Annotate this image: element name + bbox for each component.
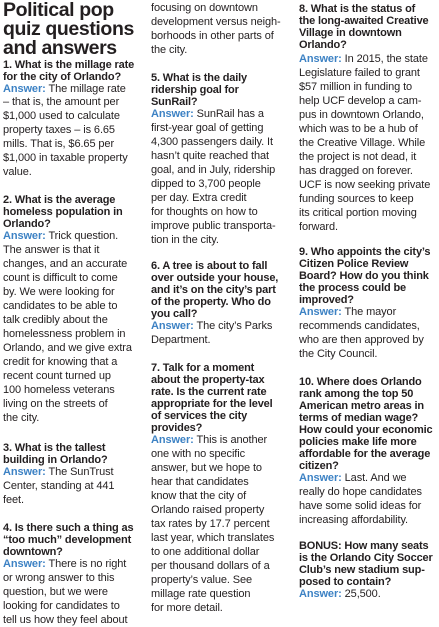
question-line: for the city of Orlando? bbox=[3, 71, 122, 83]
headline-line: Political pop bbox=[3, 0, 114, 21]
body-text-line: Department. bbox=[151, 334, 211, 346]
question-line: Citizen Police Review bbox=[299, 258, 409, 270]
body-text-line: goal, and in July, ridership bbox=[151, 164, 276, 176]
answer-line bbox=[299, 587, 381, 601]
answer-text: In 2015, the state bbox=[341, 53, 428, 65]
answer-line bbox=[299, 52, 428, 66]
body-text-line: or wrong answer to this bbox=[3, 572, 115, 584]
body-text-line: for thoughts on how to bbox=[151, 206, 258, 218]
body-text-line: question, but we were bbox=[3, 586, 108, 598]
body-text-line: credit for knowing that a bbox=[3, 356, 118, 368]
body-text-line: the city. bbox=[3, 412, 40, 424]
body-text-line: property’s value. See bbox=[151, 574, 253, 586]
body-text-line: Orlando, and we give extra bbox=[3, 342, 132, 354]
question-line: is the Orlando City Soccer bbox=[299, 552, 433, 564]
body-text-line: to one additional dollar bbox=[151, 546, 260, 558]
headline-line: and answers bbox=[3, 37, 117, 59]
answer-label: Answer: bbox=[3, 83, 46, 95]
answer-text: There is no right bbox=[45, 558, 127, 570]
question-line: downtown? bbox=[3, 546, 63, 558]
question-line: 1. What is the millage rate bbox=[3, 59, 135, 71]
question-line: appropriate for the level bbox=[151, 398, 273, 410]
body-text-line: $1,000 used to calculate bbox=[3, 110, 120, 122]
body-text-line: have some solid ideas for bbox=[299, 500, 422, 512]
body-text-line: 4,300 passengers daily. It bbox=[151, 136, 273, 148]
answer-line bbox=[151, 107, 264, 121]
body-text-line: the city. bbox=[151, 44, 188, 56]
body-text-line: The answer is that it bbox=[3, 244, 100, 256]
answer-text: The SunTrust bbox=[45, 466, 114, 478]
headline-line: quiz questions bbox=[3, 18, 134, 40]
body-text-line: has dragged on forever. bbox=[299, 165, 413, 177]
answer-line bbox=[299, 305, 396, 319]
body-text-line: know that the city of bbox=[151, 490, 247, 502]
body-text-line: candidates to be able to bbox=[3, 300, 118, 312]
body-text-line: funding sources to keep bbox=[299, 193, 414, 205]
body-text-line: one with no specific bbox=[151, 448, 245, 460]
body-text-line: $1,000 in taxable property bbox=[3, 152, 128, 164]
body-text-line: tion in the city. bbox=[151, 234, 219, 246]
body-text-line: borhoods in other parts of bbox=[151, 30, 274, 42]
body-text-line: answer, but we hope to bbox=[151, 462, 262, 474]
answer-label: Answer: bbox=[151, 108, 194, 120]
question-line: SunRail? bbox=[151, 96, 198, 108]
answer-label: Answer: bbox=[3, 466, 46, 478]
question-line: of services the city bbox=[151, 410, 248, 422]
question-line: homeless population in bbox=[3, 206, 123, 218]
body-text-line: the Creative Village. While bbox=[299, 137, 426, 149]
question-line: 2. What is the average bbox=[3, 194, 116, 206]
body-text-line: count is difficult to come bbox=[3, 272, 118, 284]
question-line: “too much” development bbox=[3, 534, 132, 546]
answer-text: This is another bbox=[193, 434, 268, 446]
body-text-line: last year, which translates bbox=[151, 532, 275, 544]
body-text-line: per thousand dollars of a bbox=[151, 560, 270, 572]
question-line: the process could be bbox=[299, 282, 407, 294]
answer-label: Answer: bbox=[299, 53, 342, 65]
body-text-line: value. bbox=[3, 166, 32, 178]
answer-line bbox=[299, 471, 406, 485]
question-line: Club’s new stadium sup- bbox=[299, 564, 425, 576]
body-text-line: the project is not dead, it bbox=[299, 151, 417, 163]
body-text-line: mills. That is, $6.65 per bbox=[3, 138, 115, 150]
answer-line bbox=[3, 229, 118, 243]
answer-label: Answer: bbox=[3, 230, 46, 242]
body-text-line: feet. bbox=[3, 494, 24, 506]
body-text-line: development versus neigh- bbox=[151, 16, 281, 28]
question-line: How could your economic bbox=[299, 424, 433, 436]
question-line: posed to contain? bbox=[299, 576, 392, 588]
body-text-line: which was to be a hub of bbox=[299, 123, 418, 135]
question-line: Orlando? bbox=[3, 218, 51, 230]
answer-line bbox=[3, 465, 114, 479]
body-text-line: pus in downtown Orlando, bbox=[299, 109, 424, 121]
answer-line bbox=[151, 319, 272, 333]
body-text-line: 100 homeless veterans bbox=[3, 384, 115, 396]
question-line: 9. Who appoints the city’s bbox=[299, 246, 431, 258]
question-line: American metro areas in bbox=[299, 400, 424, 412]
body-text-line: who are then approved by bbox=[299, 334, 424, 346]
question-line: and it’s on the city’s part bbox=[151, 284, 276, 296]
question-line: ridership goal for bbox=[151, 84, 239, 96]
answer-label: Answer: bbox=[3, 558, 46, 570]
question-line: citizen? bbox=[299, 460, 339, 472]
question-line: about the property-tax bbox=[151, 374, 265, 386]
answer-line bbox=[151, 433, 267, 447]
question-line: Orlando? bbox=[299, 39, 347, 51]
body-text-line: hasn’t quite reached that bbox=[151, 150, 269, 162]
answer-label: Answer: bbox=[151, 434, 194, 446]
body-text-line: Orlando raised property bbox=[151, 504, 265, 516]
body-text-line: tell us how they feel about bbox=[3, 614, 128, 626]
answer-text: 25,500. bbox=[341, 588, 381, 600]
question-line: 5. What is the daily bbox=[151, 72, 248, 84]
body-text-line: changes, and an accurate bbox=[3, 258, 128, 270]
body-text-line: UCF is now seeking private bbox=[299, 179, 431, 191]
body-text-line: forward. bbox=[299, 221, 338, 233]
answer-text: The city’s Parks bbox=[193, 320, 273, 332]
body-text-line: talk credibly about the bbox=[3, 314, 108, 326]
question-line: 7. Talk for a moment bbox=[151, 362, 255, 374]
answer-text: Trick question. bbox=[45, 230, 119, 242]
question-line: of the property. Who do bbox=[151, 296, 271, 308]
body-text-line: living on the streets of bbox=[3, 398, 108, 410]
answer-text: The mayor bbox=[341, 306, 397, 318]
question-line: provides? bbox=[151, 422, 203, 434]
question-line: BONUS: How many seats bbox=[299, 540, 429, 552]
answer-text: The millage rate bbox=[45, 83, 126, 95]
body-text-line: looking for candidates to bbox=[3, 600, 120, 612]
question-line: 8. What is the status of bbox=[299, 3, 416, 15]
body-text-line: help UCF develop a cam- bbox=[299, 95, 422, 107]
answer-label: Answer: bbox=[299, 472, 342, 484]
body-text-line: property taxes – is 6.65 bbox=[3, 124, 115, 136]
question-line: improved? bbox=[299, 294, 354, 306]
answer-line bbox=[3, 82, 126, 96]
answer-text: SunRail has a bbox=[193, 108, 264, 120]
body-text-line: the City Council. bbox=[299, 348, 378, 360]
answer-label: Answer: bbox=[299, 306, 342, 318]
body-text-line: – that is, the amount per bbox=[3, 96, 120, 108]
body-text-line: recommends candidates, bbox=[299, 320, 420, 332]
question-line: over outside your house, bbox=[151, 272, 279, 284]
question-line: Board? How do you think bbox=[299, 270, 429, 282]
question-line: Village in downtown bbox=[299, 27, 402, 39]
question-line: policies make life more bbox=[299, 436, 417, 448]
body-text-line: Center, standing at 441 bbox=[3, 480, 115, 492]
body-text-line: $57 million in funding to bbox=[299, 81, 413, 93]
question-line: 6. A tree is about to fall bbox=[151, 260, 268, 272]
question-line: you call? bbox=[151, 308, 198, 320]
answer-line bbox=[3, 557, 126, 571]
question-line: rate. Is the current rate bbox=[151, 386, 267, 398]
answer-text: Last. And we bbox=[341, 472, 407, 484]
body-text-line: first-year goal of getting bbox=[151, 122, 264, 134]
body-text-line: its critical portion moving bbox=[299, 207, 417, 219]
body-text-line: by. We were looking for bbox=[3, 286, 115, 298]
question-line: building in Orlando? bbox=[3, 454, 108, 466]
question-line: terms of median wage? bbox=[299, 412, 419, 424]
body-text-line: really do hope candidates bbox=[299, 486, 422, 498]
body-text-line: focusing on downtown bbox=[151, 2, 258, 14]
body-text-line: hear that candidates bbox=[151, 476, 249, 488]
body-text-line: homelessness problem in bbox=[3, 328, 126, 340]
answer-label: Answer: bbox=[151, 320, 194, 332]
question-line: affordable for the average bbox=[299, 448, 431, 460]
question-line: 10. Where does Orlando bbox=[299, 376, 422, 388]
body-text-line: increasing affordability. bbox=[299, 514, 408, 526]
question-line: 4. Is there such a thing as bbox=[3, 522, 134, 534]
body-text-line: Legislature failed to grant bbox=[299, 67, 420, 79]
body-text-line: millage rate question bbox=[151, 588, 251, 600]
body-text-line: tax rates by 17.7 percent bbox=[151, 518, 270, 530]
question-line: rank among the top 50 bbox=[299, 388, 414, 400]
body-text-line: for more detail. bbox=[151, 602, 223, 614]
body-text-line: dipped to 3,700 people bbox=[151, 178, 261, 190]
answer-label: Answer: bbox=[299, 588, 342, 600]
body-text-line: improve public transporta- bbox=[151, 220, 276, 232]
question-line: 3. What is the tallest bbox=[3, 442, 106, 454]
question-line: the long-awaited Creative bbox=[299, 15, 429, 27]
body-text-line: per day. Extra credit bbox=[151, 192, 247, 204]
body-text-line: recent count turned up bbox=[3, 370, 111, 382]
